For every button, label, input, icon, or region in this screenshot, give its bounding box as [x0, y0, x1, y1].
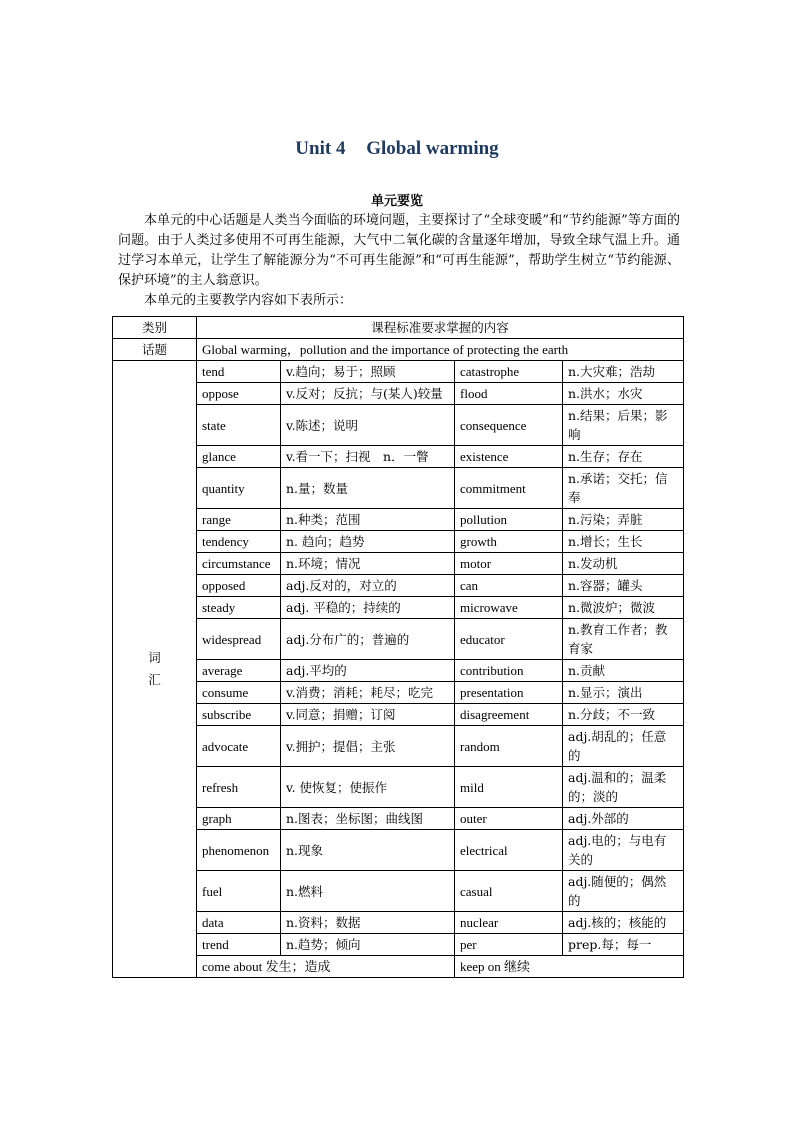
word-en: trend: [197, 934, 281, 956]
word-meaning: n.教育工作者；教育家: [563, 619, 684, 660]
word-meaning: adj.核的；核能的: [563, 912, 684, 934]
word-en: phenomenon: [197, 830, 281, 871]
word-meaning: n.结果；后果；影响: [563, 405, 684, 446]
intro-paragraph: 本单元的主要教学内容如下表所示：: [144, 293, 353, 308]
page-title: [0, 138, 794, 160]
phrase-cell: keep on 继续: [455, 956, 684, 978]
word-en: advocate: [197, 726, 281, 767]
vocab-row: [113, 553, 684, 575]
word-meaning: n.现象: [281, 830, 455, 871]
word-meaning: n.容器；罐头: [563, 575, 684, 597]
word-meaning: n.洪水；水灾: [563, 383, 684, 405]
word-en: microwave: [455, 597, 563, 619]
vocab-row: [113, 934, 684, 956]
vocab-row: [113, 660, 684, 682]
unit-number: Unit 4: [295, 138, 346, 159]
vocab-category: [113, 361, 197, 978]
word-en: quantity: [197, 468, 281, 509]
vocab-label-char: 词: [148, 650, 161, 665]
word-en: catastrophe: [455, 361, 563, 383]
word-meaning: adj.平均的: [281, 660, 455, 682]
word-en: educator: [455, 619, 563, 660]
word-en: growth: [455, 531, 563, 553]
word-meaning: adj.温和的；温柔的；淡的: [563, 767, 684, 808]
vocab-row: [113, 767, 684, 808]
word-en: widespread: [197, 619, 281, 660]
word-meaning: adj.电的；与电有关的: [563, 830, 684, 871]
vocab-row: [113, 446, 684, 468]
vocab-row: [113, 575, 684, 597]
word-en: refresh: [197, 767, 281, 808]
word-meaning: n.贡献: [563, 660, 684, 682]
word-meaning: n.污染；弄脏: [563, 509, 684, 531]
word-en: motor: [455, 553, 563, 575]
vocab-row: [113, 468, 684, 509]
word-meaning: v.陈述；说明: [281, 405, 455, 446]
header-content: 课程标准要求掌握的内容: [197, 317, 684, 339]
vocab-row: [113, 682, 684, 704]
word-meaning: n.发动机: [563, 553, 684, 575]
word-en: range: [197, 509, 281, 531]
word-en: commitment: [455, 468, 563, 509]
word-en: existence: [455, 446, 563, 468]
word-en: steady: [197, 597, 281, 619]
word-meaning: n.趋势；倾向: [281, 934, 455, 956]
word-meaning: adj.胡乱的；任意的: [563, 726, 684, 767]
word-meaning: adj. 平稳的；持续的: [281, 597, 455, 619]
vocab-row: [113, 509, 684, 531]
word-meaning: n.种类；范围: [281, 509, 455, 531]
header-category: 类别: [113, 317, 197, 339]
word-en: outer: [455, 808, 563, 830]
word-meaning: n.图表；坐标图；曲线图: [281, 808, 455, 830]
vocab-row: [113, 597, 684, 619]
vocab-row: [113, 405, 684, 446]
vocab-row: [113, 383, 684, 405]
word-en: graph: [197, 808, 281, 830]
vocab-row: [113, 531, 684, 553]
word-en: casual: [455, 871, 563, 912]
word-meaning: n.大灾难；浩劫: [563, 361, 684, 383]
word-en: tendency: [197, 531, 281, 553]
vocab-row: [113, 808, 684, 830]
word-en: disagreement: [455, 704, 563, 726]
vocab-row: [113, 361, 684, 383]
vocab-row: [113, 726, 684, 767]
word-meaning: n.生存；存在: [563, 446, 684, 468]
word-en: per: [455, 934, 563, 956]
word-meaning: n.微波炉；微波: [563, 597, 684, 619]
word-en: electrical: [455, 830, 563, 871]
word-en: state: [197, 405, 281, 446]
word-en: oppose: [197, 383, 281, 405]
unit-name: Global warming: [366, 138, 499, 159]
word-en: consequence: [455, 405, 563, 446]
table-body: [113, 317, 684, 978]
word-en: flood: [455, 383, 563, 405]
word-en: can: [455, 575, 563, 597]
vocab-row: [113, 912, 684, 934]
word-en: pollution: [455, 509, 563, 531]
word-meaning: v.同意；捐赠；订阅: [281, 704, 455, 726]
word-en: glance: [197, 446, 281, 468]
word-meaning: n.分歧；不一致: [563, 704, 684, 726]
word-meaning: adj.随便的；偶然的: [563, 871, 684, 912]
vocab-label-char: 汇: [148, 672, 161, 687]
vocab-row: [113, 619, 684, 660]
word-en: data: [197, 912, 281, 934]
phrase-cell: come about 发生；造成: [197, 956, 455, 978]
word-en: random: [455, 726, 563, 767]
word-en: contribution: [455, 660, 563, 682]
word-meaning: v.趋向；易于；照顾: [281, 361, 455, 383]
vocab-row: [113, 871, 684, 912]
word-meaning: v.看一下；扫视 n．一瞥: [281, 446, 455, 468]
word-meaning: n.增长；生长: [563, 531, 684, 553]
word-meaning: n.量；数量: [281, 468, 455, 509]
word-meaning: adj.分布广的；普遍的: [281, 619, 455, 660]
phrase-row: [113, 956, 684, 978]
word-en: opposed: [197, 575, 281, 597]
content-table: [112, 316, 684, 978]
word-en: fuel: [197, 871, 281, 912]
word-meaning: v.反对；反抗；与(某人)较量: [281, 383, 455, 405]
word-meaning: v. 使恢复；使振作: [281, 767, 455, 808]
topic-label: 话题: [113, 339, 197, 361]
word-meaning: prep.每；每一: [563, 934, 684, 956]
header-row: [113, 317, 684, 339]
word-meaning: n. 趋向；趋势: [281, 531, 455, 553]
word-en: circumstance: [197, 553, 281, 575]
word-en: average: [197, 660, 281, 682]
word-en: nuclear: [455, 912, 563, 934]
word-meaning: n.承诺；交托；信奉: [563, 468, 684, 509]
word-meaning: adj.外部的: [563, 808, 684, 830]
word-en: mild: [455, 767, 563, 808]
section-heading: 单元要览: [370, 194, 423, 209]
topic-content: Global warming，pollution and the importance of protecting the earth: [197, 339, 684, 361]
vocab-row: [113, 830, 684, 871]
vocab-row: [113, 704, 684, 726]
word-meaning: n.资料；数据: [281, 912, 455, 934]
word-meaning: n.燃料: [281, 871, 455, 912]
word-meaning: v.拥护；提倡；主张: [281, 726, 455, 767]
intro-paragraph: 本单元的中心话题是人类当今面临的环境问题，主要探讨了“全球变暖”和“节约能源”等方面的问题。由于人类过多使用不可再生能源，大气中二氧化碳的含量逐年增加，导致全球气温上升。通过学习本单元，让学生了解能源分为“不可再生能源”和“可再生能源”，帮助学生树立“节约能源、保护环境”的主人翁意识。: [118, 213, 680, 288]
word-en: subscribe: [197, 704, 281, 726]
intro-text: [118, 211, 680, 311]
topic-row: [113, 339, 684, 361]
word-en: presentation: [455, 682, 563, 704]
word-en: consume: [197, 682, 281, 704]
word-meaning: n.环境；情况: [281, 553, 455, 575]
word-meaning: n.显示；演出: [563, 682, 684, 704]
word-meaning: v.消费；消耗；耗尽；吃完: [281, 682, 455, 704]
word-en: tend: [197, 361, 281, 383]
word-meaning: adj.反对的，对立的: [281, 575, 455, 597]
